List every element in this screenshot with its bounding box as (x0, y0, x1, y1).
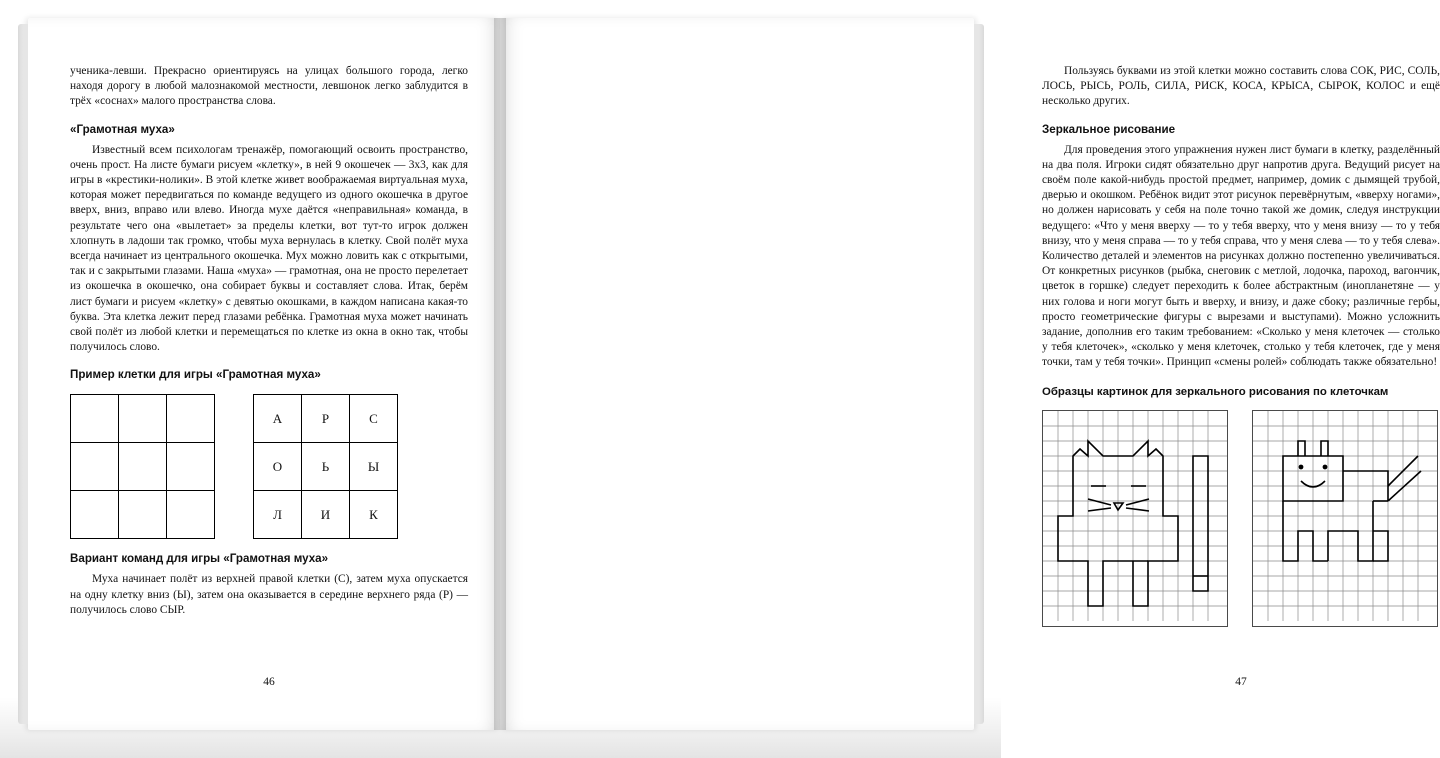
letter-cell: Ь (302, 443, 350, 491)
grid-cell (119, 443, 167, 491)
letter-cell: К (350, 491, 398, 539)
dog-figure-svg (1253, 411, 1437, 621)
heading-primer-kletki: Пример клетки для игры «Грамотная муха» (70, 368, 321, 382)
grid-cell (119, 491, 167, 539)
folio-left: 46 (263, 676, 275, 688)
letter-cell: И (302, 491, 350, 539)
grid-cell (71, 491, 119, 539)
paragraph-continued: ученика-левши. Прекрасно ориентируясь на улицах большого города, легко находя дорогу в любой малознакомой местности, левшонок легко заблудится в трёх «соснах» малого пространства слова. (70, 65, 468, 108)
left-page (28, 18, 500, 730)
heading-gramotnaya-mukha: «Грамотная муха» (70, 122, 175, 136)
letter-cell: С (350, 395, 398, 443)
paragraph-zerkalnoe-risovanie: Для проведения этого упражнения нужен лист бумаги в клетку, разделённый на два поля. Игроки сидят обязательно друг напротив друга. Ведущий рисует на своём поле какой-нибудь простой предмет, например, домик с дымящей трубой, дверью и окошком. Ребёнок видит этот рисунок перевёрнутым, «вверху ногами», но должен нарисовать у себя на поле точно такой же домик, следуя инструкции ведущего: «Что у меня вверху — то у тебя вверху, что у меня внизу — то у тебя внизу, что у меня справа — то у тебя справа, что у меня слева — то у тебя слева». Количество деталей и элементов на рисунках должно постепенно увеличиваться. От конкретных рисунков (рыбка, снеговик с метлой, лодочка, пароход, вагончик, цветок в горшке) следует переходить к более абстрактным (инопланетяне — у них голова и ноги могут быть и вверху, и внизу, и даже сбоку; различные гербы, просто геометрические фигуры с вырезами и выступами). Можно усложнить задание, дополнив его таким требованием: «Сколько у меня клеточек — столько у тебя клеточек», «сколько у меня клеточек, столько у тебя клеточек, где у меня точки, там у тебя точки». Принцип «смены ролей» соблюдать также обязательно! (1042, 143, 1440, 369)
letter-cell: О (254, 443, 302, 491)
heading-variant-komand: Вариант команд для игры «Грамотная муха» (70, 552, 329, 566)
letter-cell: Л (254, 491, 302, 539)
left-page-content (70, 64, 468, 618)
grid-cell (167, 395, 215, 443)
cat-figure-svg (1043, 411, 1227, 621)
paragraph-variant-komand: Муха начинает полёт из верхней правой клетки (С), затем муха опускается на одну клетку вниз (Ы), затем она оказывается в середине верхнего ряда (Р) — получилось слово СЫР. (70, 573, 468, 616)
right-page-content (1042, 64, 1440, 627)
letters-3x3-grid (253, 394, 398, 539)
heading-zerkalnoe-risovanie: Зеркальное рисование (1042, 122, 1176, 136)
drawing-figures-row (1042, 410, 1440, 627)
heading-obraztsy-kartinok: Образцы картинок для зеркального рисования по клеточкам (1042, 385, 1389, 398)
grid-cell (71, 443, 119, 491)
cat-grid-drawing (1042, 410, 1228, 627)
letter-cell: Ы (350, 443, 398, 491)
paragraph-gramotnaya-mukha: Известный всем психологам тренажёр, помогающий освоить пространство, очень прост. На листе бумаги рисуем «клетку», в ней 9 окошечек — 3х3, как для игры в «крестики-нолики». В этой клетке живет воображаемая виртуальная муха, которая может передвигаться по команде ведущего из одного окошечка в другое вверх, вниз, вправо или влево. Иногда мухе даётся «неправильная» команда, в результате чего она «вылетает» за пределы клетки, вот тут-то игрок должен хлопнуть в ладоши так громко, чтобы муха вернулась в клетку. Свой полёт муха всегда начинает из центрального окошечка. Мух можно ловить как с открытыми, так и с закрытыми глазами. Наша «муха» — грамотная, она не просто перелетает из окошечка в окошечко, она собирает буквы и составляет слова. Итак, берём лист бумаги и рисуем «клетку» с девятью окошками, в каждом написана какая-то буква. Эта клетка лежит перед глазами ребёнка. Грамотная муха может начинать свой полёт из любой клетки и перемещаться по клетке из окна в окно так, чтобы получилось слово. (70, 143, 468, 354)
empty-3x3-grid (70, 394, 215, 539)
grid-cell (71, 395, 119, 443)
paragraph-words-list: Пользуясь буквами из этой клетки можно составить слова СОК, РИС, СОЛЬ, ЛОСЬ, РЫСЬ, РОЛЬ, СИЛА, РИСК, КОСА, КРЫСА, СЫРОК, КОЛОС и ещё несколько других. (1042, 65, 1440, 108)
right-page (500, 18, 1440, 730)
dog-grid-drawing (1252, 410, 1438, 627)
grids-row (70, 394, 468, 539)
letter-cell: Р (302, 395, 350, 443)
grid-cell (119, 395, 167, 443)
folio-right: 47 (1235, 676, 1247, 688)
grid-cell (167, 491, 215, 539)
book-gutter (494, 18, 506, 730)
letter-cell: А (254, 395, 302, 443)
grid-cell (167, 443, 215, 491)
